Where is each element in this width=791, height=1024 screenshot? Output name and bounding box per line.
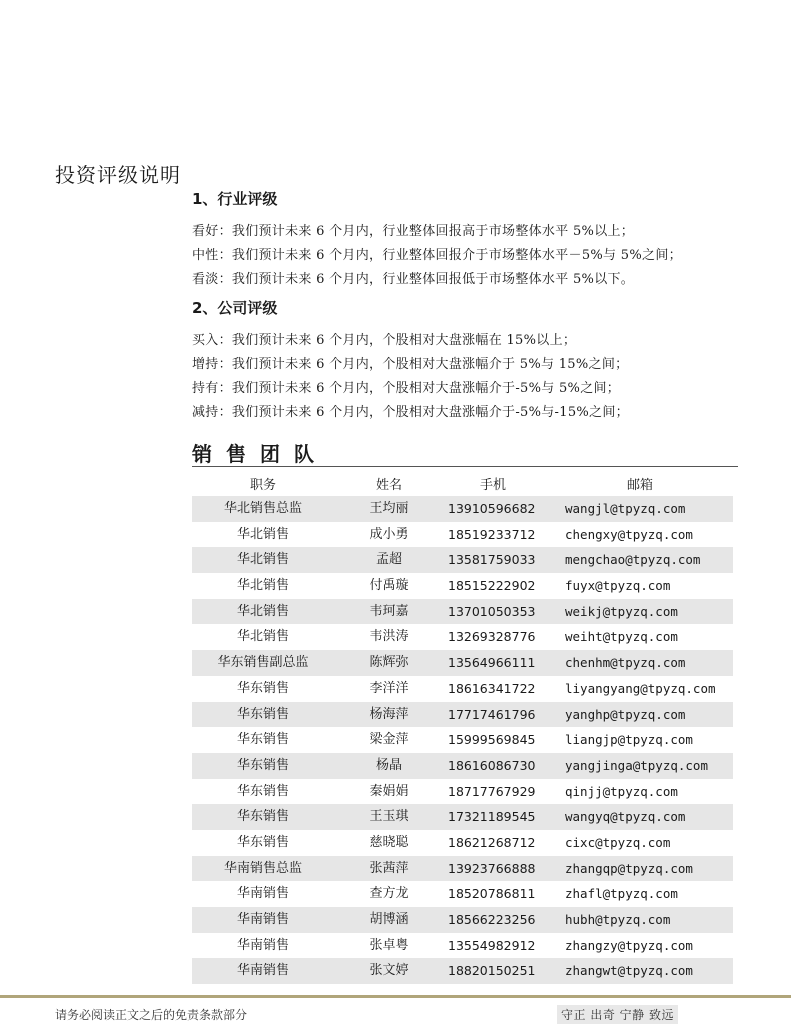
cell-position: 华北销售总监 <box>223 501 302 516</box>
cell-email: liangjp@tpyzq.com <box>565 732 693 748</box>
cell-phone: 18820150251 <box>448 963 536 979</box>
cell-position: 华南销售 <box>236 886 289 902</box>
table-row <box>192 599 733 625</box>
cell-position: 华南销售 <box>236 937 289 953</box>
cell-position: 华南销售 <box>236 963 289 979</box>
cell-phone: 18717767929 <box>448 783 536 799</box>
cell-email: weiht@tpyzq.com <box>565 629 678 645</box>
cell-email: weikj@tpyzq.com <box>565 603 678 619</box>
cell-name: 韦洪涛 <box>369 629 409 645</box>
cell-email: chengxy@tpyzq.com <box>565 526 693 542</box>
table-row <box>192 830 733 856</box>
cell-name: 慈晓聪 <box>369 834 409 850</box>
cell-name: 梁金萍 <box>369 732 409 748</box>
cell-phone: 18515222902 <box>448 578 536 594</box>
cell-phone: 18616341722 <box>448 680 536 696</box>
cell-email: zhafl@tpyzq.com <box>565 886 678 902</box>
cell-email: liyangyang@tpyzq.com <box>565 680 716 696</box>
cell-name: 王均丽 <box>369 501 409 516</box>
cell-position: 华北销售 <box>236 552 289 568</box>
cell-email: chenhm@tpyzq.com <box>565 655 686 671</box>
cell-position: 华南销售 <box>236 912 289 927</box>
cell-email: zhangwt@tpyzq.com <box>565 963 693 979</box>
table-row <box>192 496 733 522</box>
table-row <box>192 804 733 830</box>
cell-position: 华东销售副总监 <box>217 655 309 671</box>
cell-position: 华北销售 <box>236 603 289 619</box>
cell-email: wangyq@tpyzq.com <box>565 809 686 825</box>
cell-phone: 18520786811 <box>448 886 536 902</box>
footer-divider <box>0 995 791 998</box>
cell-name: 孟超 <box>375 552 402 568</box>
cell-email: yanghp@tpyzq.com <box>565 706 686 722</box>
cell-position: 华北销售 <box>236 578 289 594</box>
cell-position: 华东销售 <box>236 757 289 773</box>
cell-phone: 13581759033 <box>448 552 536 568</box>
cell-phone: 18566223256 <box>448 912 536 927</box>
cell-phone: 17321189545 <box>448 809 536 825</box>
page-title: 投资评级说明 <box>55 163 181 187</box>
table-row <box>192 753 733 779</box>
cell-name: 成小勇 <box>369 526 409 542</box>
company-rating-line: 买入：我们预计未来 6 个月内，个股相对大盘涨幅在 15%以上； <box>192 333 577 348</box>
cell-phone: 18621268712 <box>448 834 536 850</box>
cell-name: 陈辉弥 <box>369 655 409 671</box>
cell-position: 华东销售 <box>236 809 289 825</box>
table-row <box>192 547 733 573</box>
cell-name: 查方龙 <box>369 886 409 902</box>
table-row <box>192 856 733 882</box>
cell-name: 韦珂嘉 <box>369 603 409 619</box>
cell-phone: 17717461796 <box>448 706 536 722</box>
table-row <box>192 573 733 599</box>
header-position: 职务 <box>249 478 276 493</box>
cell-position: 华北销售 <box>236 526 289 542</box>
cell-position: 华东销售 <box>236 732 289 748</box>
cell-email: zhangzy@tpyzq.com <box>565 937 693 953</box>
cell-position: 华北销售 <box>236 629 289 645</box>
company-rating-line: 持有：我们预计未来 6 个月内，个股相对大盘涨幅介于-5%与 5%之间； <box>192 381 621 396</box>
cell-name: 张文婷 <box>369 963 409 979</box>
industry-rating-line: 中性：我们预计未来 6 个月内，行业整体回报介于市场整体水平－5%与 5%之间； <box>192 248 682 263</box>
cell-name: 杨海萍 <box>369 706 409 722</box>
footer-disclaimer: 请务必阅读正文之后的免责条款部分 <box>55 1008 248 1022</box>
cell-phone: 13701050353 <box>448 603 536 619</box>
industry-rating-heading: 1、行业评级 <box>192 190 278 208</box>
cell-name: 王玉琪 <box>369 809 409 825</box>
cell-name: 李洋洋 <box>369 680 409 696</box>
table-row <box>192 676 733 702</box>
company-rating-heading: 2、公司评级 <box>192 299 278 317</box>
cell-name: 张卓粤 <box>369 937 409 953</box>
header-phone: 手机 <box>479 478 506 493</box>
team-table-body <box>192 496 733 984</box>
cell-email: zhangqp@tpyzq.com <box>565 860 693 876</box>
cell-position: 华南销售总监 <box>223 860 302 876</box>
table-row <box>192 727 733 753</box>
cell-name: 秦娟娟 <box>369 783 409 799</box>
cell-email: hubh@tpyzq.com <box>565 912 671 927</box>
cell-phone: 13923766888 <box>448 860 536 876</box>
table-row <box>192 779 733 805</box>
cell-email: qinjj@tpyzq.com <box>565 783 678 799</box>
cell-position: 华东销售 <box>236 834 289 850</box>
industry-rating-line: 看淡：我们预计未来 6 个月内，行业整体回报低于市场整体水平 5%以下。 <box>192 272 635 287</box>
cell-phone: 15999569845 <box>448 732 536 748</box>
cell-name: 杨晶 <box>375 757 402 773</box>
cell-email: yangjinga@tpyzq.com <box>565 757 708 773</box>
cell-phone: 13554982912 <box>448 937 536 953</box>
table-row <box>192 522 733 548</box>
company-rating-line: 增持：我们预计未来 6 个月内，个股相对大盘涨幅介于 5%与 15%之间； <box>192 357 629 372</box>
industry-rating-line: 看好：我们预计未来 6 个月内，行业整体回报高于市场整体水平 5%以上； <box>192 224 635 239</box>
team-table-header <box>192 474 738 494</box>
company-rating-line: 减持：我们预计未来 6 个月内，个股相对大盘涨幅介于-5%与-15%之间； <box>192 405 629 420</box>
cell-phone: 13269328776 <box>448 629 536 645</box>
sales-team-divider <box>192 466 738 467</box>
header-name: 姓名 <box>375 478 402 493</box>
cell-phone: 13564966111 <box>448 655 536 671</box>
cell-email: mengchao@tpyzq.com <box>565 552 701 568</box>
table-row <box>192 881 733 907</box>
cell-name: 张茜萍 <box>369 860 409 876</box>
footer-motto: 守正 出奇 宁静 致远 <box>557 1005 678 1024</box>
cell-phone: 13910596682 <box>448 501 536 516</box>
cell-email: wangjl@tpyzq.com <box>565 501 686 516</box>
cell-name: 付禹璇 <box>369 578 409 594</box>
cell-position: 华东销售 <box>236 783 289 799</box>
table-row <box>192 624 733 650</box>
cell-position: 华东销售 <box>236 706 289 722</box>
header-email: 邮箱 <box>626 478 653 493</box>
cell-phone: 18616086730 <box>448 757 536 773</box>
cell-phone: 18519233712 <box>448 526 536 542</box>
table-row <box>192 650 733 676</box>
table-row <box>192 702 733 728</box>
sales-team-title: 销售团队 <box>192 442 328 466</box>
table-row <box>192 958 733 984</box>
cell-position: 华东销售 <box>236 680 289 696</box>
table-row <box>192 933 733 959</box>
cell-name: 胡博涵 <box>369 912 409 927</box>
cell-email: fuyx@tpyzq.com <box>565 578 671 594</box>
table-row <box>192 907 733 933</box>
cell-email: cixc@tpyzq.com <box>565 834 671 850</box>
